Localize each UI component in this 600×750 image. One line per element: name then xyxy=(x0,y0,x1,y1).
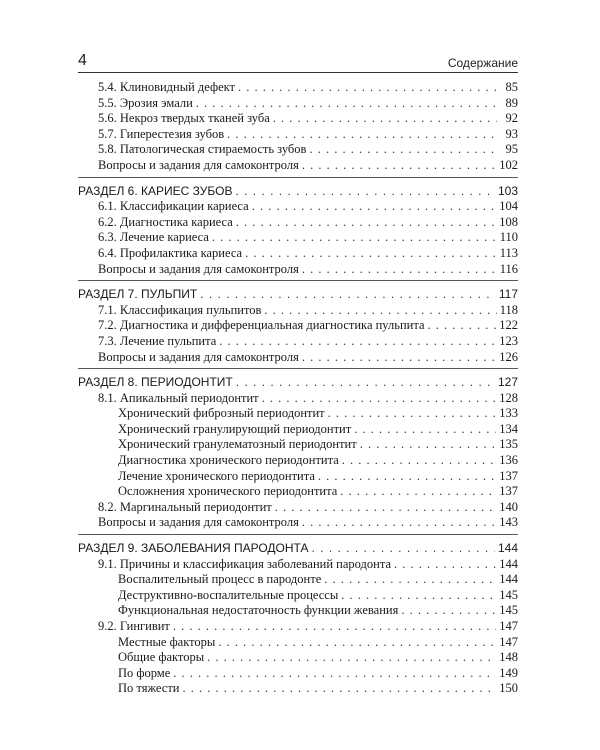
toc-entry[interactable] xyxy=(78,666,518,682)
toc-entry-page: 89 xyxy=(505,95,518,110)
dot-leader xyxy=(264,303,496,319)
toc-entry-title: 9.1. Причины и классификация заболеваний пародонта xyxy=(98,556,391,571)
toc-entry[interactable] xyxy=(78,127,518,143)
toc-entry-title: РАЗДЕЛ 6. КАРИЕС ЗУБОВ xyxy=(78,183,233,198)
toc-chapter-heading[interactable] xyxy=(78,287,518,303)
toc-entry-title: 7.2. Диагностика и дифференциальная диагностика пульпита xyxy=(98,318,425,333)
toc-entry-page: 144 xyxy=(497,541,518,556)
toc-entry-page: 128 xyxy=(499,390,518,405)
toc-entry-title: 7.3. Лечение пульпита xyxy=(98,333,217,348)
toc-section xyxy=(78,80,518,177)
dot-leader xyxy=(318,469,496,485)
toc-entry[interactable] xyxy=(78,262,518,278)
dot-leader xyxy=(302,158,496,174)
dot-leader xyxy=(302,515,496,531)
toc-section xyxy=(78,177,518,281)
toc-entry-title: 8.2. Маргинальный периодонтит xyxy=(98,499,272,514)
toc-entry[interactable] xyxy=(78,588,518,604)
dot-leader xyxy=(173,666,496,682)
toc-entry-title: РАЗДЕЛ 8. ПЕРИОДОНТИТ xyxy=(78,375,233,390)
dot-leader xyxy=(302,350,496,366)
toc-entry-page: 137 xyxy=(499,484,518,499)
toc-entry[interactable] xyxy=(78,635,518,651)
toc-entry-page: 148 xyxy=(499,650,518,665)
toc-entry[interactable] xyxy=(78,515,518,531)
toc-entry-page: 102 xyxy=(499,157,518,172)
toc-entry-title: 8.1. Апикальный периодонтит xyxy=(98,390,259,405)
toc-entry-page: 137 xyxy=(499,468,518,483)
toc-entry-page: 127 xyxy=(497,375,518,390)
toc-entry-page: 145 xyxy=(499,587,518,602)
toc-entry-page: 95 xyxy=(505,142,518,157)
toc-entry-page: 123 xyxy=(499,333,518,348)
dot-leader xyxy=(238,80,497,96)
toc-entry-title: 5.6. Некроз твердых тканей зуба xyxy=(98,111,270,126)
toc-entry[interactable] xyxy=(78,681,518,697)
toc-entry-page: 93 xyxy=(505,126,518,141)
dot-leader xyxy=(328,406,497,422)
toc-entry[interactable] xyxy=(78,303,518,319)
toc-entry-title: 6.1. Классификации кариеса xyxy=(98,199,249,214)
dot-leader xyxy=(245,246,497,262)
toc-entry-page: 133 xyxy=(499,406,518,421)
dot-leader xyxy=(196,96,497,112)
toc-entry-title: РАЗДЕЛ 9. ЗАБОЛЕВАНИЯ ПАРОДОНТА xyxy=(78,541,309,556)
dot-leader xyxy=(428,318,497,334)
toc-entry-page: 126 xyxy=(499,349,518,364)
dot-leader xyxy=(341,588,496,604)
dot-leader xyxy=(275,500,496,516)
toc-entry[interactable] xyxy=(78,406,518,422)
toc-entry[interactable] xyxy=(78,230,518,246)
toc-entry-title: Деструктивно-воспалительные процессы xyxy=(118,587,339,602)
toc-entry-page: 147 xyxy=(499,619,518,633)
toc-entry-page: 110 xyxy=(499,230,518,245)
toc-entry-page: 118 xyxy=(499,302,518,317)
dot-leader xyxy=(311,541,494,557)
dot-leader xyxy=(273,111,497,127)
toc-chapter-heading[interactable] xyxy=(78,541,518,557)
page-number: 4 xyxy=(78,52,87,69)
dot-leader xyxy=(200,287,496,303)
toc-section xyxy=(78,368,518,534)
toc-entry[interactable] xyxy=(78,80,518,96)
toc-entry-title: Общие факторы xyxy=(118,650,205,665)
toc-entry-title: Хронический гранулематозный периодонтит xyxy=(118,437,357,452)
toc-entry[interactable] xyxy=(78,650,518,666)
toc-entry[interactable] xyxy=(78,557,518,573)
dot-leader xyxy=(401,603,496,619)
toc-entry-title: 7.1. Классификация пульпитов xyxy=(98,302,262,317)
toc-entry[interactable] xyxy=(78,619,518,635)
dot-leader xyxy=(182,681,496,697)
toc-chapter-heading[interactable] xyxy=(78,184,518,200)
toc-entry-page: 117 xyxy=(498,287,518,302)
toc-entry-page: 108 xyxy=(499,214,518,229)
toc-entry-page: 144 xyxy=(499,556,518,571)
toc-entry-page: 145 xyxy=(499,603,518,618)
toc-entry-title: По форме xyxy=(118,665,171,680)
toc-entry-page: 85 xyxy=(505,80,518,94)
toc-entry-title: Вопросы и задания для самоконтроля xyxy=(98,515,299,530)
toc-entry-page: 92 xyxy=(505,111,518,126)
dot-leader xyxy=(360,437,497,453)
toc-entry[interactable] xyxy=(78,469,518,485)
toc-entry-title: 5.8. Патологическая стираемость зубов xyxy=(98,142,307,157)
toc-entry[interactable] xyxy=(78,422,518,438)
toc-entry-title: 6.4. Профилактика кариеса xyxy=(98,245,243,260)
toc-entry-page: 143 xyxy=(499,515,518,530)
toc-entry[interactable] xyxy=(78,484,518,500)
toc-entry[interactable] xyxy=(78,500,518,516)
header-rule xyxy=(78,72,518,73)
toc-entry-title: Вопросы и задания для самоконтроля xyxy=(98,157,299,172)
toc-entry[interactable] xyxy=(78,215,518,231)
toc-entry-page: 113 xyxy=(499,245,518,260)
toc-entry-page: 140 xyxy=(499,499,518,514)
toc-entry-page: 149 xyxy=(499,665,518,680)
toc-entry[interactable] xyxy=(78,437,518,453)
toc-entry[interactable] xyxy=(78,199,518,215)
dot-leader xyxy=(324,572,496,588)
toc-entry[interactable] xyxy=(78,350,518,366)
dot-leader xyxy=(252,199,497,215)
toc-entry-title: 6.3. Лечение кариеса xyxy=(98,230,209,245)
dot-leader xyxy=(262,391,497,407)
toc-entry-title: Местные факторы xyxy=(118,634,216,649)
toc-entry-page: 144 xyxy=(499,572,518,587)
dot-leader xyxy=(207,650,496,666)
toc-entry[interactable] xyxy=(78,603,518,619)
toc-entry[interactable] xyxy=(78,142,518,158)
toc-entry-page: 150 xyxy=(499,681,518,696)
toc-entry-title: РАЗДЕЛ 7. ПУЛЬПИТ xyxy=(78,287,198,302)
toc-entry-title: Вопросы и задания для самоконтроля xyxy=(98,261,299,276)
running-title: Содержание xyxy=(447,56,518,70)
dot-leader xyxy=(302,262,497,278)
table-of-contents xyxy=(78,80,518,700)
toc-chapter-heading[interactable] xyxy=(78,375,518,391)
toc-entry[interactable] xyxy=(78,334,518,350)
toc-entry[interactable] xyxy=(78,96,518,112)
toc-entry-page: 147 xyxy=(499,634,518,649)
dot-leader xyxy=(212,230,497,246)
toc-entry-title: 5.4. Клиновидный дефект xyxy=(98,80,236,94)
toc-entry-page: 116 xyxy=(499,261,518,276)
toc-entry-page: 122 xyxy=(499,318,518,333)
toc-entry-page: 135 xyxy=(499,437,518,452)
toc-entry-page: 134 xyxy=(499,421,518,436)
dot-leader xyxy=(218,635,496,651)
toc-entry-title: Лечение хронического периодонтита xyxy=(118,468,315,483)
dot-leader xyxy=(309,142,497,158)
toc-entry-title: 9.2. Гингивит xyxy=(98,619,170,633)
toc-entry-title: Воспалительный процесс в пародонте xyxy=(118,572,322,587)
dot-leader xyxy=(236,215,496,231)
toc-entry-title: 6.2. Диагностика кариеса xyxy=(98,214,233,229)
toc-entry[interactable] xyxy=(78,453,518,469)
toc-entry-page: 104 xyxy=(499,199,518,214)
dot-leader xyxy=(354,422,496,438)
toc-entry-title: 5.7. Гиперестезия зубов xyxy=(98,126,225,141)
toc-entry-title: 5.5. Эрозия эмали xyxy=(98,95,193,110)
toc-entry-title: Функциональная недостаточность функции жевания xyxy=(118,603,399,618)
toc-entry[interactable] xyxy=(78,111,518,127)
dot-leader xyxy=(394,557,496,573)
toc-entry-title: Осложнения хронического периодонтита xyxy=(118,484,338,499)
dot-leader xyxy=(235,184,495,200)
toc-entry[interactable] xyxy=(78,572,518,588)
toc-entry-title: Диагностика хронического периодонтита xyxy=(118,453,339,468)
toc-section xyxy=(78,534,518,700)
dot-leader xyxy=(219,334,496,350)
dot-leader xyxy=(342,453,496,469)
dot-leader xyxy=(173,619,496,635)
dot-leader xyxy=(227,127,497,143)
toc-entry[interactable] xyxy=(78,318,518,334)
toc-entry[interactable] xyxy=(78,246,518,262)
toc-entry-title: По тяжести xyxy=(118,681,180,696)
toc-entry-page: 136 xyxy=(499,453,518,468)
toc-entry-title: Хронический фиброзный периодонтит xyxy=(118,406,325,421)
toc-entry-page: 103 xyxy=(497,183,518,198)
toc-entry[interactable] xyxy=(78,158,518,174)
toc-section xyxy=(78,280,518,368)
toc-entry-title: Вопросы и задания для самоконтроля xyxy=(98,349,299,364)
dot-leader xyxy=(340,484,496,500)
toc-entry-title: Хронический гранулирующий периодонтит xyxy=(118,421,352,436)
dot-leader xyxy=(236,375,495,391)
toc-entry[interactable] xyxy=(78,391,518,407)
